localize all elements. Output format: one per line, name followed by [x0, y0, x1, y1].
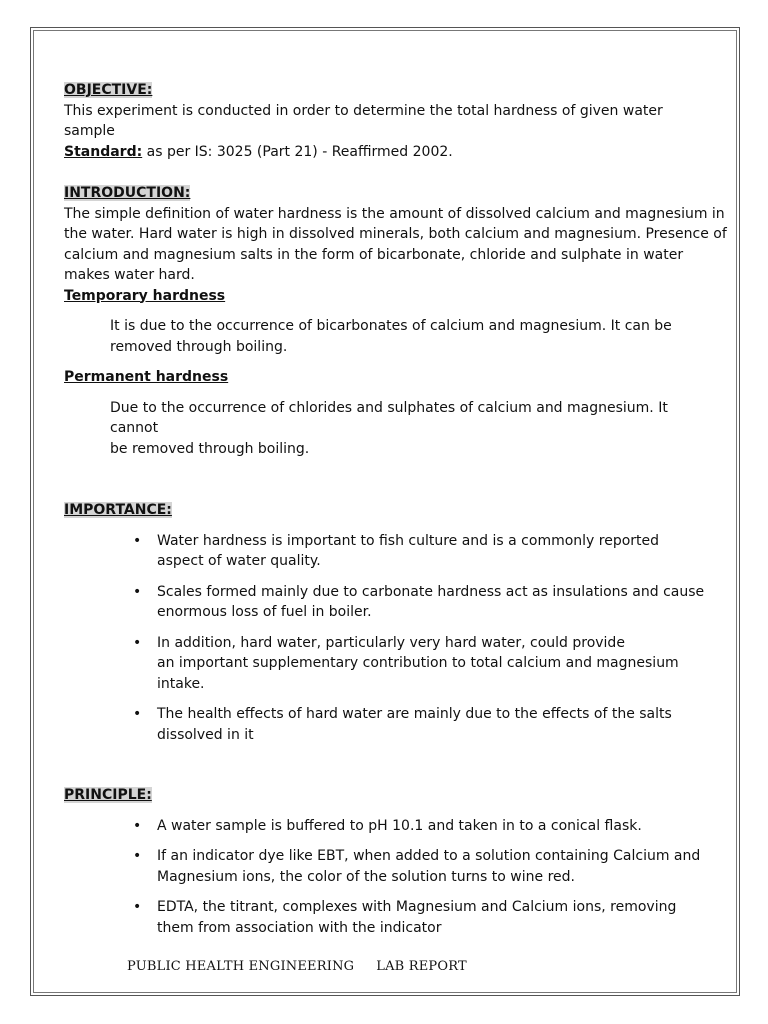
footer-report-label: LAB REPORT	[376, 959, 467, 974]
importance-list	[64, 531, 734, 746]
introduction-text: The simple definition of water hardness is the amount of dissolved calcium and magnesium in the water. Hard water is high in dissolved minerals, both calcium and magnesium. Presence of calcium and magnesium salts in the form of bicarbonate, chloride and sulphate in water makes water hard.	[64, 205, 727, 283]
principle-heading: PRINCIPLE:	[64, 787, 152, 803]
standard-line	[64, 142, 734, 163]
list-item: • A water sample is buffered to pH 10.1 and taken in to a conical flask.	[64, 816, 737, 837]
list-item: • Water hardness is important to fish culture and is a commonly reported aspect of water quality.	[133, 532, 660, 569]
footer-course-title: PUBLIC HEALTH ENGINEERING	[127, 959, 355, 974]
bullet-icon: •	[133, 583, 142, 600]
objective-section	[64, 80, 734, 162]
introduction-section	[64, 183, 734, 459]
introduction-heading: INTRODUCTION:	[64, 185, 191, 201]
importance-heading: IMPORTANCE:	[64, 502, 172, 518]
report-body	[64, 80, 734, 948]
permanent-hardness-text-2: be removed through boiling.	[110, 440, 310, 457]
temporary-hardness-text: It is due to the occurrence of bicarbonates of calcium and magnesium. It can be removed through boiling.	[110, 318, 672, 355]
bullet-icon: •	[133, 848, 142, 864]
standard-text: as per IS: 3025 (Part 21) - Reaffirmed 2002.	[142, 143, 453, 160]
bullet-icon: •	[133, 634, 142, 651]
bullet-icon: •	[133, 899, 142, 915]
principle-list	[64, 816, 734, 939]
importance-section	[64, 500, 734, 745]
principle-section	[64, 785, 734, 938]
bullet-icon: •	[133, 817, 142, 834]
list-item: • If an indicator dye like EBT, when added to a solution containing Calcium and Magnesium ions, the color of the solution turns to wine red.	[133, 848, 701, 885]
permanent-hardness-text-1: Due to the occurrence of chlorides and sulphates of calcium and magnesium. It cannot	[110, 399, 668, 436]
bullet-icon: •	[133, 706, 142, 722]
list-item: • In addition, hard water, particularly very hard water, could provide an important supplementary contribution to total calcium and magnesium intake.	[133, 634, 679, 692]
objective-heading: OBJECTIVE:	[64, 82, 153, 98]
list-item: • EDTA, the titrant, complexes with Magnesium and Calcium ions, removing them from association with the indicator	[133, 899, 677, 936]
standard-label: Standard:	[64, 143, 143, 160]
list-item: • Scales formed mainly due to carbonate hardness act as insulations and cause enormous loss of fuel in boiler.	[133, 583, 705, 620]
objective-text: This experiment is conducted in order to determine the total hardness of given water sample	[64, 102, 663, 139]
temporary-hardness-heading: Temporary hardness	[64, 287, 226, 304]
permanent-hardness-heading: Permanent hardness	[64, 369, 229, 385]
page-footer	[127, 959, 467, 974]
list-item: • The health effects of hard water are mainly due to the effects of the salts dissolved in it	[133, 706, 672, 743]
bullet-icon: •	[133, 532, 142, 549]
